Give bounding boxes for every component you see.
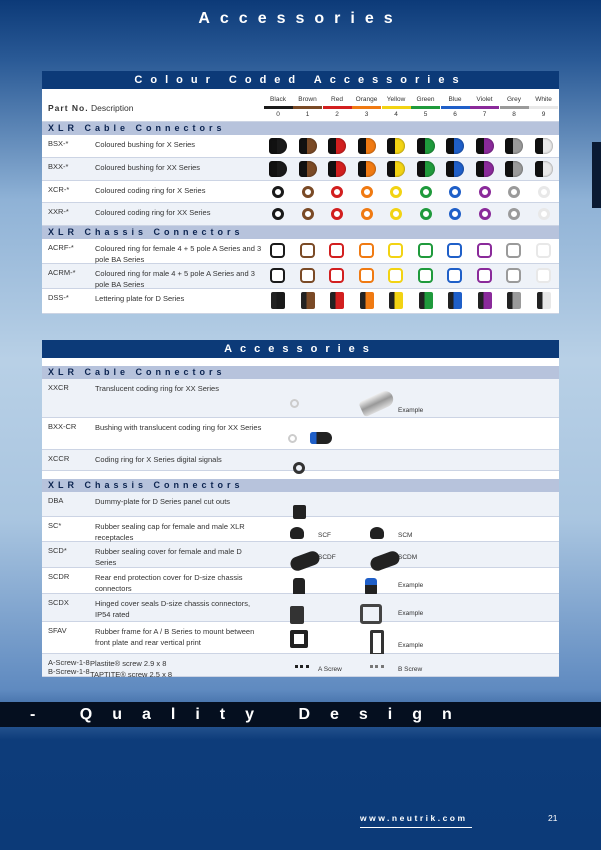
- table-row: [42, 239, 559, 264]
- page-number: 21: [548, 813, 558, 823]
- dss-brown-icon[interactable]: [301, 292, 315, 309]
- ring-sm-icon: [290, 399, 299, 408]
- colour-variants: [268, 289, 559, 313]
- acc-xlr-cable-subheader: XLR Cable Connectors: [42, 366, 559, 379]
- description-primary: Rubber sealing cover for female and male D Series: [95, 547, 242, 567]
- part-number: [48, 496, 63, 505]
- colour-name-yellow: Yellow: [386, 96, 406, 103]
- sqring-blue-icon[interactable]: [447, 268, 462, 283]
- part-number: [48, 658, 90, 676]
- dss-red-icon[interactable]: [330, 292, 344, 309]
- part-description: Coloured bushing for X Series: [95, 140, 196, 149]
- image-caption: SCM: [398, 532, 413, 539]
- part-number: ACRF-*: [48, 243, 74, 252]
- part-number: [48, 546, 67, 555]
- part-number: BSX-*: [48, 139, 69, 148]
- description-header: Description: [90, 103, 134, 113]
- plug-green-icon[interactable]: [417, 161, 435, 177]
- colour-name-green: Green: [416, 96, 435, 103]
- footer-underline: [360, 827, 472, 828]
- side-tab-marker: [592, 142, 601, 208]
- part-description: Coloured ring for male 4 + 5 pole A Series and 3 pole BA Series: [95, 269, 255, 289]
- plug-grey-icon[interactable]: [505, 138, 523, 154]
- colour-bar-grey: [500, 106, 529, 109]
- part-description: [95, 546, 265, 568]
- ring-orange-icon[interactable]: [361, 186, 373, 198]
- dss-grey-icon[interactable]: [507, 292, 521, 309]
- part-description: [95, 626, 265, 648]
- part-description: [95, 496, 265, 507]
- table-row: [42, 203, 559, 226]
- part-number-primary: SCDR: [48, 572, 70, 581]
- plug-red-icon[interactable]: [328, 161, 346, 177]
- colour-variants: [268, 239, 559, 263]
- image-caption: SCDF: [318, 554, 336, 561]
- plug-white-icon[interactable]: [535, 138, 553, 154]
- part-description: [95, 598, 265, 620]
- description-primary: Plastite® screw 2.9 x 8: [90, 659, 167, 668]
- plug-violet-icon[interactable]: [476, 138, 494, 154]
- ring-red-icon[interactable]: [331, 208, 343, 220]
- sqring-yellow-icon[interactable]: [388, 268, 403, 283]
- sqring-violet-icon[interactable]: [477, 243, 492, 258]
- dss-green-icon[interactable]: [419, 292, 433, 309]
- part-number-primary: XXCR: [48, 383, 69, 392]
- ring-blue-icon[interactable]: [449, 208, 461, 220]
- sqring-orange-icon[interactable]: [359, 268, 374, 283]
- part-number: XCR-*: [48, 185, 70, 194]
- description-secondary: TAPTITE® screw 2.5 x 8: [90, 670, 173, 679]
- sqring-grey-icon[interactable]: [506, 243, 521, 258]
- table-row: [42, 418, 559, 450]
- colour-bar-brown: [293, 106, 322, 109]
- hinge-icon: [360, 604, 382, 624]
- ring-white-icon[interactable]: [538, 208, 550, 220]
- sqring-brown-icon[interactable]: [300, 268, 315, 283]
- dss-blue-icon[interactable]: [448, 292, 462, 309]
- part-number: [48, 383, 69, 392]
- part-number-primary: SCD*: [48, 546, 67, 555]
- colour-number-blue: 6: [453, 111, 457, 118]
- sqring-red-icon[interactable]: [329, 243, 344, 258]
- xlr-blk-icon: [310, 432, 332, 444]
- part-description: [95, 383, 265, 394]
- ring-yellow-icon[interactable]: [390, 208, 402, 220]
- colour-bar-red: [323, 106, 352, 109]
- colour-name-red: Red: [331, 96, 343, 103]
- dss-orange-icon[interactable]: [360, 292, 374, 309]
- image-caption: SCDM: [398, 554, 418, 561]
- accessories-panel: [42, 340, 559, 677]
- ring-orange-icon[interactable]: [361, 208, 373, 220]
- colour-number-violet: 7: [482, 111, 487, 118]
- part-number-primary: SCDX: [48, 598, 69, 607]
- table-row: [42, 542, 559, 568]
- part-description: Coloured coding ring for X Series: [95, 186, 206, 195]
- part-number: XXR-*: [48, 207, 69, 216]
- colour-variants: [268, 203, 559, 225]
- dss-black-icon[interactable]: [271, 292, 285, 309]
- ring-dig-icon: [293, 462, 305, 474]
- sqring-yellow-icon[interactable]: [388, 243, 403, 258]
- sqring-white-icon[interactable]: [536, 243, 551, 258]
- ring-blue-icon[interactable]: [449, 186, 461, 198]
- colour-bar-yellow: [382, 106, 411, 109]
- colour-variants: [268, 135, 559, 157]
- table-row: [42, 622, 559, 654]
- colour-number-black: 0: [276, 111, 280, 118]
- screw-icon: [295, 660, 309, 668]
- table-row: [42, 264, 559, 289]
- colour-name-black: Black: [270, 96, 286, 103]
- colour-number-white: 9: [541, 111, 546, 118]
- colour-number-orange: 3: [364, 111, 369, 118]
- colour-name-grey: Grey: [506, 96, 522, 103]
- plug-brown-icon[interactable]: [299, 161, 317, 177]
- colour-variants: [268, 264, 559, 288]
- colour-number-yellow: 4: [394, 111, 398, 118]
- colour-name-orange: Orange: [355, 96, 378, 103]
- plug-violet-icon[interactable]: [476, 161, 494, 177]
- dss-yellow-icon[interactable]: [389, 292, 403, 309]
- image-caption: SCF: [318, 532, 331, 539]
- part-no-header: Part No.: [48, 103, 89, 113]
- table-row: [42, 594, 559, 622]
- ring-brown-icon[interactable]: [302, 208, 314, 220]
- table-row: [42, 379, 559, 418]
- sqring-black-icon[interactable]: [270, 268, 285, 283]
- colour-name-blue: Blue: [448, 96, 462, 103]
- xlr-chassis-subheader: XLR Chassis Connectors: [42, 226, 559, 239]
- ring-sm-icon: [288, 434, 297, 443]
- ring-brown-icon[interactable]: [302, 186, 314, 198]
- ring-black-icon[interactable]: [272, 208, 284, 220]
- colour-coded-band: Colour Coded Accessories: [42, 71, 559, 89]
- ring-yellow-icon[interactable]: [390, 186, 402, 198]
- table-row: [42, 135, 559, 158]
- plug-green-icon[interactable]: [417, 138, 435, 154]
- colour-bar-blue: [441, 106, 470, 109]
- description-primary: Rear end protection cover for D-size chassis connectors: [95, 573, 243, 593]
- xlr-cable-subheader: XLR Cable Connectors: [42, 122, 559, 135]
- part-description: [95, 572, 265, 594]
- image-caption: Example: [398, 582, 424, 589]
- colour-bar-green: [411, 106, 440, 109]
- table-row: [42, 450, 559, 471]
- part-number-primary: BXX-CR: [48, 422, 77, 431]
- part-number: ACRM-*: [48, 268, 76, 277]
- colour-coded-panel: [42, 71, 559, 314]
- frame-icon: [290, 630, 308, 648]
- colour-header-row: [42, 89, 559, 122]
- dss-violet-icon[interactable]: [478, 292, 492, 309]
- sqring-red-icon[interactable]: [329, 268, 344, 283]
- quality-design-tagline: - Quality Design: [0, 702, 601, 727]
- page-title: Accessories: [198, 10, 403, 27]
- plug-red-icon[interactable]: [328, 138, 346, 154]
- ring-black-icon[interactable]: [272, 186, 284, 198]
- part-number: DSS-*: [48, 293, 69, 302]
- ring-green-icon[interactable]: [420, 186, 432, 198]
- column-headers: [48, 103, 134, 113]
- xlr-plug-icon: [358, 389, 396, 418]
- description-primary: Rubber sealing cap for female and male XLR receptacles: [95, 522, 245, 542]
- part-number: BXX-*: [48, 162, 69, 171]
- part-description: [90, 658, 260, 680]
- table-row: [42, 181, 559, 203]
- description-primary: Dummy-plate for D Series panel cut outs: [95, 497, 231, 506]
- table-row: [42, 492, 559, 517]
- sqring-green-icon[interactable]: [418, 243, 433, 258]
- colour-name-violet: Violet: [476, 96, 493, 103]
- colour-variants: [268, 181, 559, 202]
- colour-name-brown: Brown: [298, 96, 317, 103]
- table-row: [42, 289, 559, 314]
- ring-violet-icon[interactable]: [479, 186, 491, 198]
- sqring-brown-icon[interactable]: [300, 243, 315, 258]
- image-caption: Example: [398, 407, 424, 414]
- colour-bar-black: [264, 106, 293, 109]
- plug-orange-icon[interactable]: [358, 161, 376, 177]
- ring-grey-icon[interactable]: [508, 208, 520, 220]
- image-caption: A Screw: [318, 666, 342, 673]
- colour-number-grey: 8: [512, 111, 516, 118]
- colour-bar-orange: [352, 106, 381, 109]
- table-row: [42, 158, 559, 181]
- sqring-grey-icon[interactable]: [506, 268, 521, 283]
- ring-red-icon[interactable]: [331, 186, 343, 198]
- plug-grey-icon[interactable]: [505, 161, 523, 177]
- footer-url[interactable]: www.neutrik.com: [360, 813, 468, 823]
- colour-name-white: White: [535, 96, 552, 103]
- table-row: [42, 654, 559, 677]
- description-primary: Translucent coding ring for XX Series: [95, 384, 219, 393]
- part-description: Lettering plate for D Series: [95, 294, 185, 303]
- plug-white-icon[interactable]: [535, 161, 553, 177]
- part-description: [95, 521, 265, 543]
- part-description: [95, 454, 265, 465]
- description-primary: Bushing with translucent coding ring for XX Series: [95, 423, 262, 432]
- part-number: [48, 454, 69, 463]
- part-number: [48, 422, 76, 431]
- colour-number-green: 5: [423, 111, 428, 118]
- part-number-primary: SFAV: [48, 626, 67, 635]
- sqring-orange-icon[interactable]: [359, 243, 374, 258]
- colour-variants: [268, 158, 559, 180]
- plug-blue-icon[interactable]: [446, 138, 464, 154]
- part-description: Coloured coding ring for XX Series: [95, 208, 211, 217]
- part-number-primary: XCCR: [48, 454, 70, 463]
- dss-white-icon[interactable]: [537, 292, 551, 309]
- screw2-icon: [370, 660, 384, 668]
- part-number-primary: A-Screw-1-8: [48, 658, 90, 667]
- sqring-violet-icon[interactable]: [477, 268, 492, 283]
- image-caption: Example: [398, 610, 424, 617]
- description-primary: Rubber frame for A / B Series to mount between front plate and rear vertical print: [95, 627, 255, 647]
- cap-icon: [290, 527, 304, 539]
- plug-yellow-icon[interactable]: [387, 161, 405, 177]
- sqring-white-icon[interactable]: [536, 268, 551, 283]
- plug-yellow-icon[interactable]: [387, 138, 405, 154]
- colour-bar-violet: [470, 106, 499, 109]
- part-number: [48, 626, 67, 635]
- plug-black-icon[interactable]: [269, 138, 287, 154]
- image-caption: Example: [398, 642, 424, 649]
- acc-xlr-chassis-subheader: XLR Chassis Connectors: [42, 479, 559, 492]
- colour-bar-white: [529, 106, 558, 109]
- plug-orange-icon[interactable]: [358, 138, 376, 154]
- ring-white-icon[interactable]: [538, 186, 550, 198]
- part-description: Coloured ring for female 4 + 5 pole A Series and 3 pole BA Series: [95, 244, 262, 264]
- cap-icon: [370, 527, 384, 539]
- plug-brown-icon[interactable]: [299, 138, 317, 154]
- description-primary: Coding ring for X Series digital signals: [95, 455, 222, 464]
- part-number-primary: DBA: [48, 496, 64, 505]
- ring-green-icon[interactable]: [420, 208, 432, 220]
- table-row: [42, 517, 559, 542]
- plug-black-icon[interactable]: [269, 161, 287, 177]
- image-caption: B Screw: [398, 666, 423, 673]
- part-number-primary: SC*: [48, 521, 62, 530]
- ring-violet-icon[interactable]: [479, 208, 491, 220]
- description-primary: Hinged cover seals D-size chassis connectors, IP54 rated: [95, 599, 251, 619]
- part-number: [48, 598, 69, 607]
- frame2-icon: [370, 630, 384, 656]
- sqring-black-icon[interactable]: [270, 243, 285, 258]
- part-description: [95, 422, 265, 433]
- colour-number-red: 2: [335, 111, 339, 118]
- part-number: [48, 572, 69, 581]
- colour-number-brown: 1: [305, 111, 310, 118]
- table-row: [42, 568, 559, 594]
- part-number-secondary: B-Screw-1-8: [48, 667, 90, 676]
- part-description: Coloured bushing for XX Series: [95, 163, 201, 172]
- part-number: [48, 521, 61, 530]
- ring-grey-icon[interactable]: [508, 186, 520, 198]
- sqring-green-icon[interactable]: [418, 268, 433, 283]
- accessories-band: Accessories: [42, 340, 559, 358]
- sqring-blue-icon[interactable]: [447, 243, 462, 258]
- plug-blue-icon[interactable]: [446, 161, 464, 177]
